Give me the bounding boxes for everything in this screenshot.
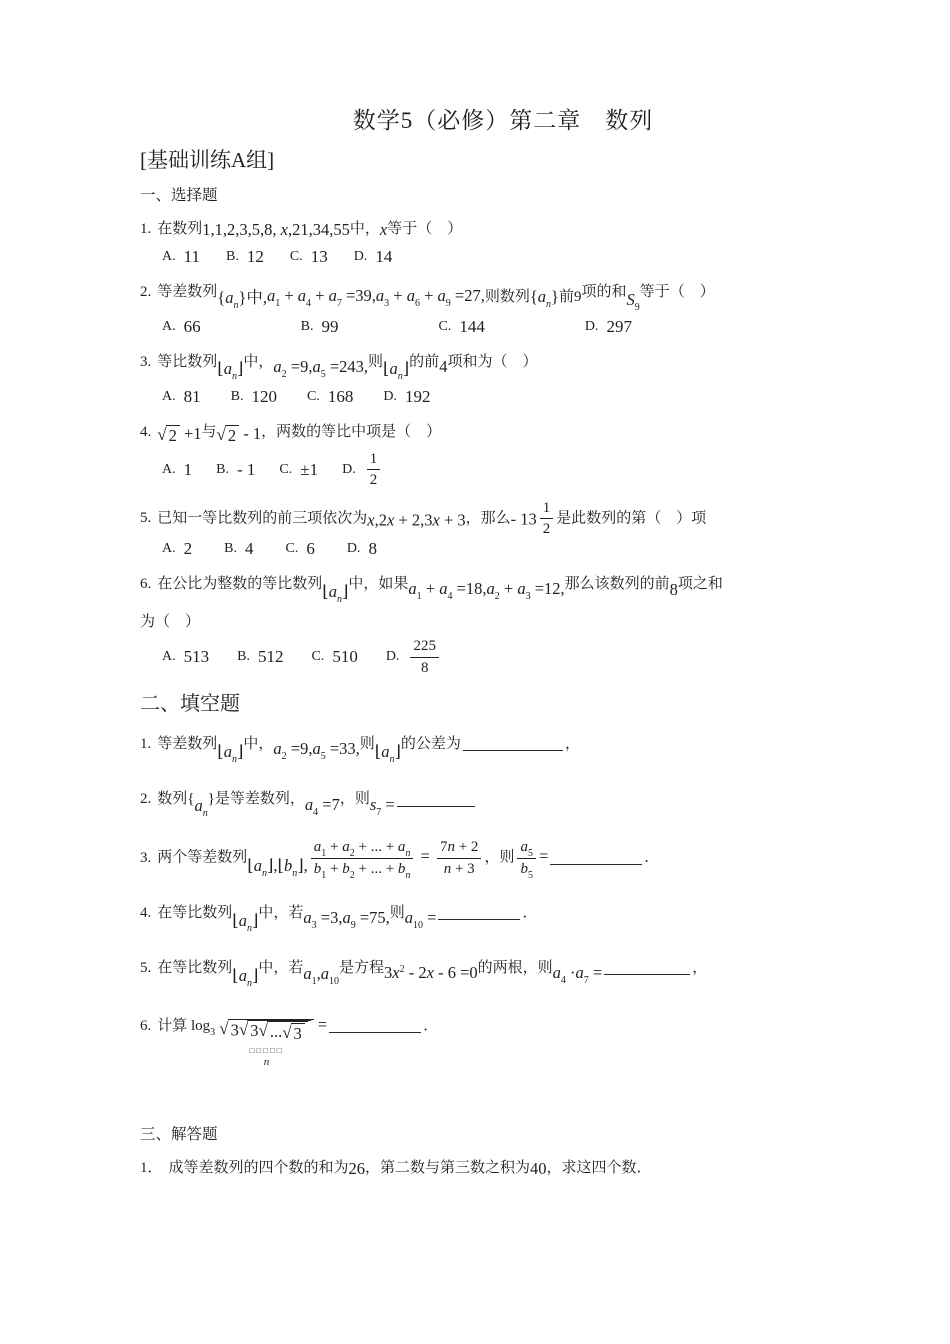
math-run: 225 — [413, 638, 436, 655]
radical-body — [291, 1023, 305, 1045]
text-run: 中， — [243, 736, 274, 753]
sections-container — [140, 183, 866, 1185]
math-run: $a_5$ — [520, 839, 533, 860]
question-number: 4. — [140, 423, 152, 440]
option — [162, 460, 192, 480]
math-run: 3 — [210, 1027, 216, 1039]
fraction — [437, 839, 481, 877]
text-run: 等差数列 — [157, 284, 218, 301]
math-run: 4 — [244, 538, 254, 558]
option — [162, 317, 201, 337]
radical-sign-icon: √ — [238, 1020, 249, 1040]
fraction-numerator — [410, 638, 439, 658]
text-run: 两个等差数列 — [157, 849, 248, 866]
fraction-denominator — [441, 859, 478, 878]
radical — [217, 425, 240, 447]
blank-line — [463, 736, 563, 751]
math-run: $b_1 + b_2$ + ... + $b_n$ — [313, 860, 411, 881]
math-run: 7n + 2 — [439, 839, 479, 856]
option — [438, 317, 484, 337]
math-run: +1 — [179, 423, 202, 443]
radical-body — [166, 425, 180, 447]
question-number: 5. — [140, 510, 152, 527]
text-run: ，求这四个数． — [546, 1159, 652, 1176]
math-run: 3 — [293, 1024, 302, 1044]
math-run: 2 — [183, 538, 193, 558]
text-run: 项和为（ ） — [447, 354, 538, 371]
text-run: 为（ ） — [140, 613, 201, 630]
math-run: $⌊a_n⌋$ — [383, 359, 410, 383]
text-run: 数列{ — [157, 791, 195, 808]
text-run: 则 — [359, 736, 375, 753]
math-run: $a_1 + a_4 + a_7 =39,a_3 + a_6 + a_9 =27$, — [266, 286, 485, 310]
math-run: = — [416, 846, 434, 866]
text-run: 中，若 — [258, 960, 304, 977]
fraction — [367, 451, 381, 489]
question-body — [140, 214, 866, 246]
option — [585, 317, 632, 337]
math-run: $a_1 + a_2$ + ... + $a_n$ — [313, 839, 411, 860]
math-run: 66 — [183, 317, 201, 337]
radical-body — [267, 1021, 308, 1044]
fraction-numerator — [540, 500, 554, 520]
option-label: D. — [342, 461, 356, 477]
question-body — [140, 899, 866, 937]
math-run: 8 — [368, 538, 377, 558]
option — [237, 647, 283, 667]
option — [307, 387, 353, 407]
math-run: ... — [269, 1022, 283, 1042]
question — [140, 785, 866, 822]
option — [285, 539, 314, 559]
math-run: 144 — [459, 317, 485, 337]
math-run: $b_5$ — [520, 860, 533, 881]
text-run: ，两数的等比中项是（ ） — [261, 423, 442, 440]
math-run: 510 — [332, 647, 358, 667]
text-run: 是方程 — [339, 960, 385, 977]
radical — [219, 1019, 314, 1044]
math-run: 513 — [183, 647, 210, 667]
math-run: $a_n$ — [194, 796, 208, 820]
math-run: 26 — [348, 1158, 366, 1178]
option-label: B. — [216, 461, 229, 477]
math-run: $⌊a_n⌋$ — [217, 359, 244, 383]
option — [162, 387, 201, 407]
question-body — [140, 1009, 866, 1067]
option — [231, 387, 277, 407]
math-run: 120 — [251, 386, 277, 406]
option-label: A. — [162, 249, 176, 265]
math-run: $a_2 =9,a_5 =243$, — [273, 357, 369, 381]
option-label: C. — [306, 388, 320, 404]
question — [140, 1009, 866, 1067]
text-run: 项的和 — [581, 284, 627, 301]
option-label: B. — [226, 249, 239, 265]
text-run: 项之和 — [677, 575, 723, 592]
question — [140, 418, 866, 489]
question — [140, 1153, 866, 1185]
math-run: $\{a_n\}$中, — [217, 288, 267, 312]
text-run: 等于（ ） — [639, 284, 715, 301]
math-run: $\{a_n\}$ — [529, 287, 559, 311]
question-number: 2. — [140, 284, 152, 301]
fraction-denominator — [311, 859, 414, 881]
option-label: D. — [346, 540, 361, 556]
section-heading: 二、填空题 — [140, 693, 240, 716]
math-run: $a_1,a_{10}$ — [303, 964, 340, 988]
math-run: x,2x + 2,3x + 3 — [367, 510, 466, 530]
math-run: 2 — [542, 521, 551, 538]
option-label: B. — [224, 540, 237, 556]
math-run: 192 — [404, 386, 431, 406]
text-run: 前9 — [558, 289, 582, 306]
option — [162, 647, 209, 667]
section-3 — [140, 1122, 866, 1185]
question — [140, 214, 866, 267]
blank-line — [550, 850, 642, 865]
question-body — [140, 278, 866, 316]
blank-line — [604, 960, 690, 975]
math-run: $⌊a_n⌋$ — [322, 581, 349, 605]
option — [216, 460, 255, 480]
math-run: 1 — [369, 450, 378, 467]
text-run: 那么该数列的前 — [564, 575, 670, 592]
math-run: $a_4 \cdot a_7$ = — [552, 963, 603, 987]
math-run: $S_9$ — [626, 290, 640, 314]
stacked-expression — [219, 1019, 314, 1067]
radical — [258, 1021, 307, 1044]
option — [226, 247, 264, 267]
text-run: ． — [644, 849, 660, 866]
question-body — [140, 1153, 866, 1185]
math-run: 1 — [183, 459, 193, 479]
question-body — [140, 785, 866, 822]
radical-body — [228, 1019, 314, 1044]
math-run: 12 — [246, 247, 264, 267]
question-number: 5. — [140, 960, 152, 977]
text-run: 的两根，则 — [477, 960, 553, 977]
option — [386, 638, 442, 676]
option-label: C. — [279, 461, 293, 477]
fraction — [540, 500, 554, 538]
math-run: - 13 — [510, 509, 537, 529]
math-run: 512 — [257, 647, 284, 667]
math-run: $s_7$ = — [369, 795, 395, 819]
question — [140, 278, 866, 337]
text-run: 中，若 — [258, 905, 304, 922]
text-run: 已知一等比数列的前三项依次为 — [157, 510, 368, 527]
question-number: 1． — [140, 1159, 163, 1176]
option-label: A. — [162, 461, 176, 477]
radical-body — [247, 1020, 311, 1044]
fraction-denominator — [517, 859, 536, 881]
math-run: $a_1 + a_4 =18,a_2 + a_3 =12$, — [408, 578, 565, 602]
question-body — [140, 500, 866, 538]
text-run: 在等比数列 — [157, 905, 233, 922]
radical-sign-icon: √ — [157, 424, 167, 444]
text-run: ，第二数与第三数之积为 — [365, 1159, 531, 1176]
option-label: C. — [438, 319, 452, 335]
option-label: B. — [237, 649, 250, 665]
option-label: A. — [162, 649, 176, 665]
question-body — [140, 570, 866, 637]
text-run: 的公差为 — [400, 736, 461, 753]
under-label: n — [263, 1055, 270, 1068]
option-label: B. — [230, 388, 244, 404]
section-1 — [140, 183, 866, 676]
blank-line — [329, 1018, 421, 1033]
text-run: ． — [423, 1018, 439, 1035]
math-run: - 1 — [239, 423, 262, 443]
question-body — [140, 348, 866, 385]
option-label: D. — [385, 649, 400, 665]
option — [383, 387, 430, 407]
text-run: 成等差数列的四个数的和为 — [168, 1159, 349, 1176]
option-label: B. — [300, 319, 314, 335]
text-run: ，那么 — [465, 510, 511, 527]
option-label: A. — [162, 319, 176, 335]
fraction-numerator — [517, 839, 536, 859]
question-number: 6. — [140, 1018, 152, 1035]
math-run: 8 — [420, 659, 429, 676]
question-number: 4. — [140, 905, 152, 922]
question — [140, 839, 866, 882]
radical-sign-icon: √ — [282, 1023, 292, 1043]
option-label: A. — [162, 388, 176, 404]
fraction — [410, 638, 439, 676]
text-run: 中，如果 — [348, 575, 409, 592]
option — [311, 647, 357, 667]
math-run: 6 — [306, 538, 315, 558]
option-label: D. — [584, 319, 599, 335]
doc-title: 数学5（必修）第二章 数列 — [352, 108, 654, 133]
question-number: 2. — [140, 791, 152, 808]
options-row — [162, 451, 866, 489]
text-run: 与 — [201, 423, 217, 440]
text-run: 在公比为整数的等比数列 — [157, 575, 323, 592]
radical-sign-icon: √ — [216, 424, 226, 444]
option — [354, 247, 393, 267]
text-run: 等比数列 — [157, 354, 218, 371]
math-run: $a_2 =9,a_5 =33$, — [273, 739, 360, 763]
text-run: 在数列 — [157, 221, 203, 237]
fraction-numerator — [311, 839, 414, 859]
math-run: 14 — [375, 247, 393, 267]
question-body — [140, 839, 866, 882]
option — [347, 539, 377, 559]
question — [140, 348, 866, 406]
text-run: 的前 — [409, 354, 440, 371]
fraction-numerator — [367, 451, 381, 471]
math-run: ±1 — [300, 459, 319, 479]
text-run: 中， — [349, 221, 380, 237]
question-number: 1. — [140, 736, 152, 753]
question-body — [140, 730, 866, 768]
text-run: }是等差数列， — [207, 791, 305, 808]
option — [301, 317, 339, 337]
math-run: = — [313, 1015, 328, 1035]
math-run: $⌊a_n⌋$ — [232, 966, 259, 990]
fraction — [311, 839, 414, 881]
text-run: 则 — [368, 354, 384, 371]
question — [140, 954, 866, 992]
math-run: $3x^2 - 2x - 6 =0$ — [384, 963, 478, 983]
text-run: 中， — [243, 354, 274, 371]
blank-line — [438, 905, 520, 920]
text-run: 则 — [389, 905, 405, 922]
question-body — [140, 954, 866, 992]
options-row — [162, 539, 866, 559]
option-label: C. — [311, 649, 325, 665]
fraction-denominator — [540, 519, 554, 538]
question-number: 3. — [140, 849, 152, 866]
math-run: $⌊a_n⌋$ — [232, 911, 259, 935]
question — [140, 899, 866, 937]
radical-sign-icon: √ — [219, 1019, 229, 1039]
options-row — [162, 638, 866, 676]
group-label: [基础训练A组] — [140, 148, 275, 172]
text-run: 在等比数列 — [157, 960, 233, 977]
math-run: 2 — [369, 472, 378, 489]
math-run: $⌊a_n⌋,⌊b_n⌋$, — [247, 855, 308, 879]
text-run: 则数列 — [484, 289, 530, 306]
math-run: 3 — [230, 1021, 239, 1041]
text-run: ， — [692, 960, 708, 977]
fraction-denominator — [367, 470, 381, 489]
text-run: 计算 log — [157, 1018, 211, 1035]
question — [140, 730, 866, 768]
option — [342, 451, 383, 489]
text-run: ， — [564, 736, 580, 753]
option-label: D. — [353, 249, 368, 265]
section-2 — [140, 687, 866, 1068]
math-run: $a_3 =3,a_9 =75$, — [303, 908, 390, 932]
question-number: 1. — [140, 221, 152, 237]
blank-line — [397, 792, 475, 807]
radical-body — [225, 425, 239, 447]
option-label: A. — [162, 540, 176, 556]
math-run: 1 — [542, 499, 551, 516]
math-run: 3 — [250, 1021, 259, 1041]
option — [162, 539, 192, 559]
radical — [157, 425, 180, 447]
radical — [239, 1020, 311, 1044]
option-label: D. — [383, 388, 397, 404]
option-label: C. — [285, 540, 299, 556]
math-run: 2 — [227, 425, 237, 445]
question-number: 3. — [140, 354, 152, 371]
option — [162, 247, 200, 267]
option-label: C. — [289, 249, 303, 265]
math-run: $⌊a_n⌋$ — [217, 742, 244, 766]
math-run: = — [538, 846, 549, 866]
math-run: 297 — [606, 317, 632, 337]
math-run: $a_{10}$ = — [404, 908, 437, 932]
radical — [282, 1023, 305, 1045]
math-run: 8 — [669, 579, 678, 599]
text-run: ，则 — [339, 791, 370, 808]
question — [140, 500, 866, 559]
section-heading: 一、选择题 — [140, 187, 218, 204]
math-run: 1,1,2,3,5,8, x,21,34,55 — [202, 220, 350, 239]
text-run: 等差数列 — [157, 736, 218, 753]
math-run: 40 — [530, 1158, 547, 1178]
math-run: 99 — [321, 317, 339, 337]
math-run: 13 — [310, 247, 328, 267]
question — [140, 570, 866, 676]
math-run: 81 — [183, 386, 201, 406]
math-run: 11 — [183, 247, 200, 267]
math-run: 4 — [439, 357, 448, 377]
math-run: 168 — [327, 386, 354, 406]
fraction — [517, 839, 536, 881]
math-run: - 1 — [236, 459, 256, 479]
question-number: 6. — [140, 575, 152, 592]
fraction-denominator — [418, 658, 432, 677]
text-run: 等于（ ） — [387, 221, 463, 237]
text-run: ． — [522, 905, 538, 922]
math-run: $a_4 =7$ — [304, 795, 340, 819]
math-run: x — [379, 220, 388, 239]
options-row — [162, 317, 866, 337]
text-run: 是此数列的第（ ）项 — [556, 510, 707, 527]
options-row — [162, 387, 866, 407]
math-run: n + 3 — [443, 860, 475, 877]
radical-sign-icon: √ — [258, 1021, 268, 1041]
option — [290, 247, 328, 267]
math-run: 2 — [168, 425, 177, 445]
option — [224, 539, 253, 559]
math-run: $⌊a_n⌋$ — [374, 742, 401, 766]
section-heading: 三、解答题 — [140, 1125, 218, 1143]
question-body — [140, 418, 866, 450]
underbrace-glyphs: □□□□□ — [249, 1045, 284, 1055]
options-row — [162, 247, 866, 267]
text-run: ，则 — [484, 849, 515, 866]
fraction-numerator — [437, 839, 481, 859]
option — [279, 460, 318, 480]
